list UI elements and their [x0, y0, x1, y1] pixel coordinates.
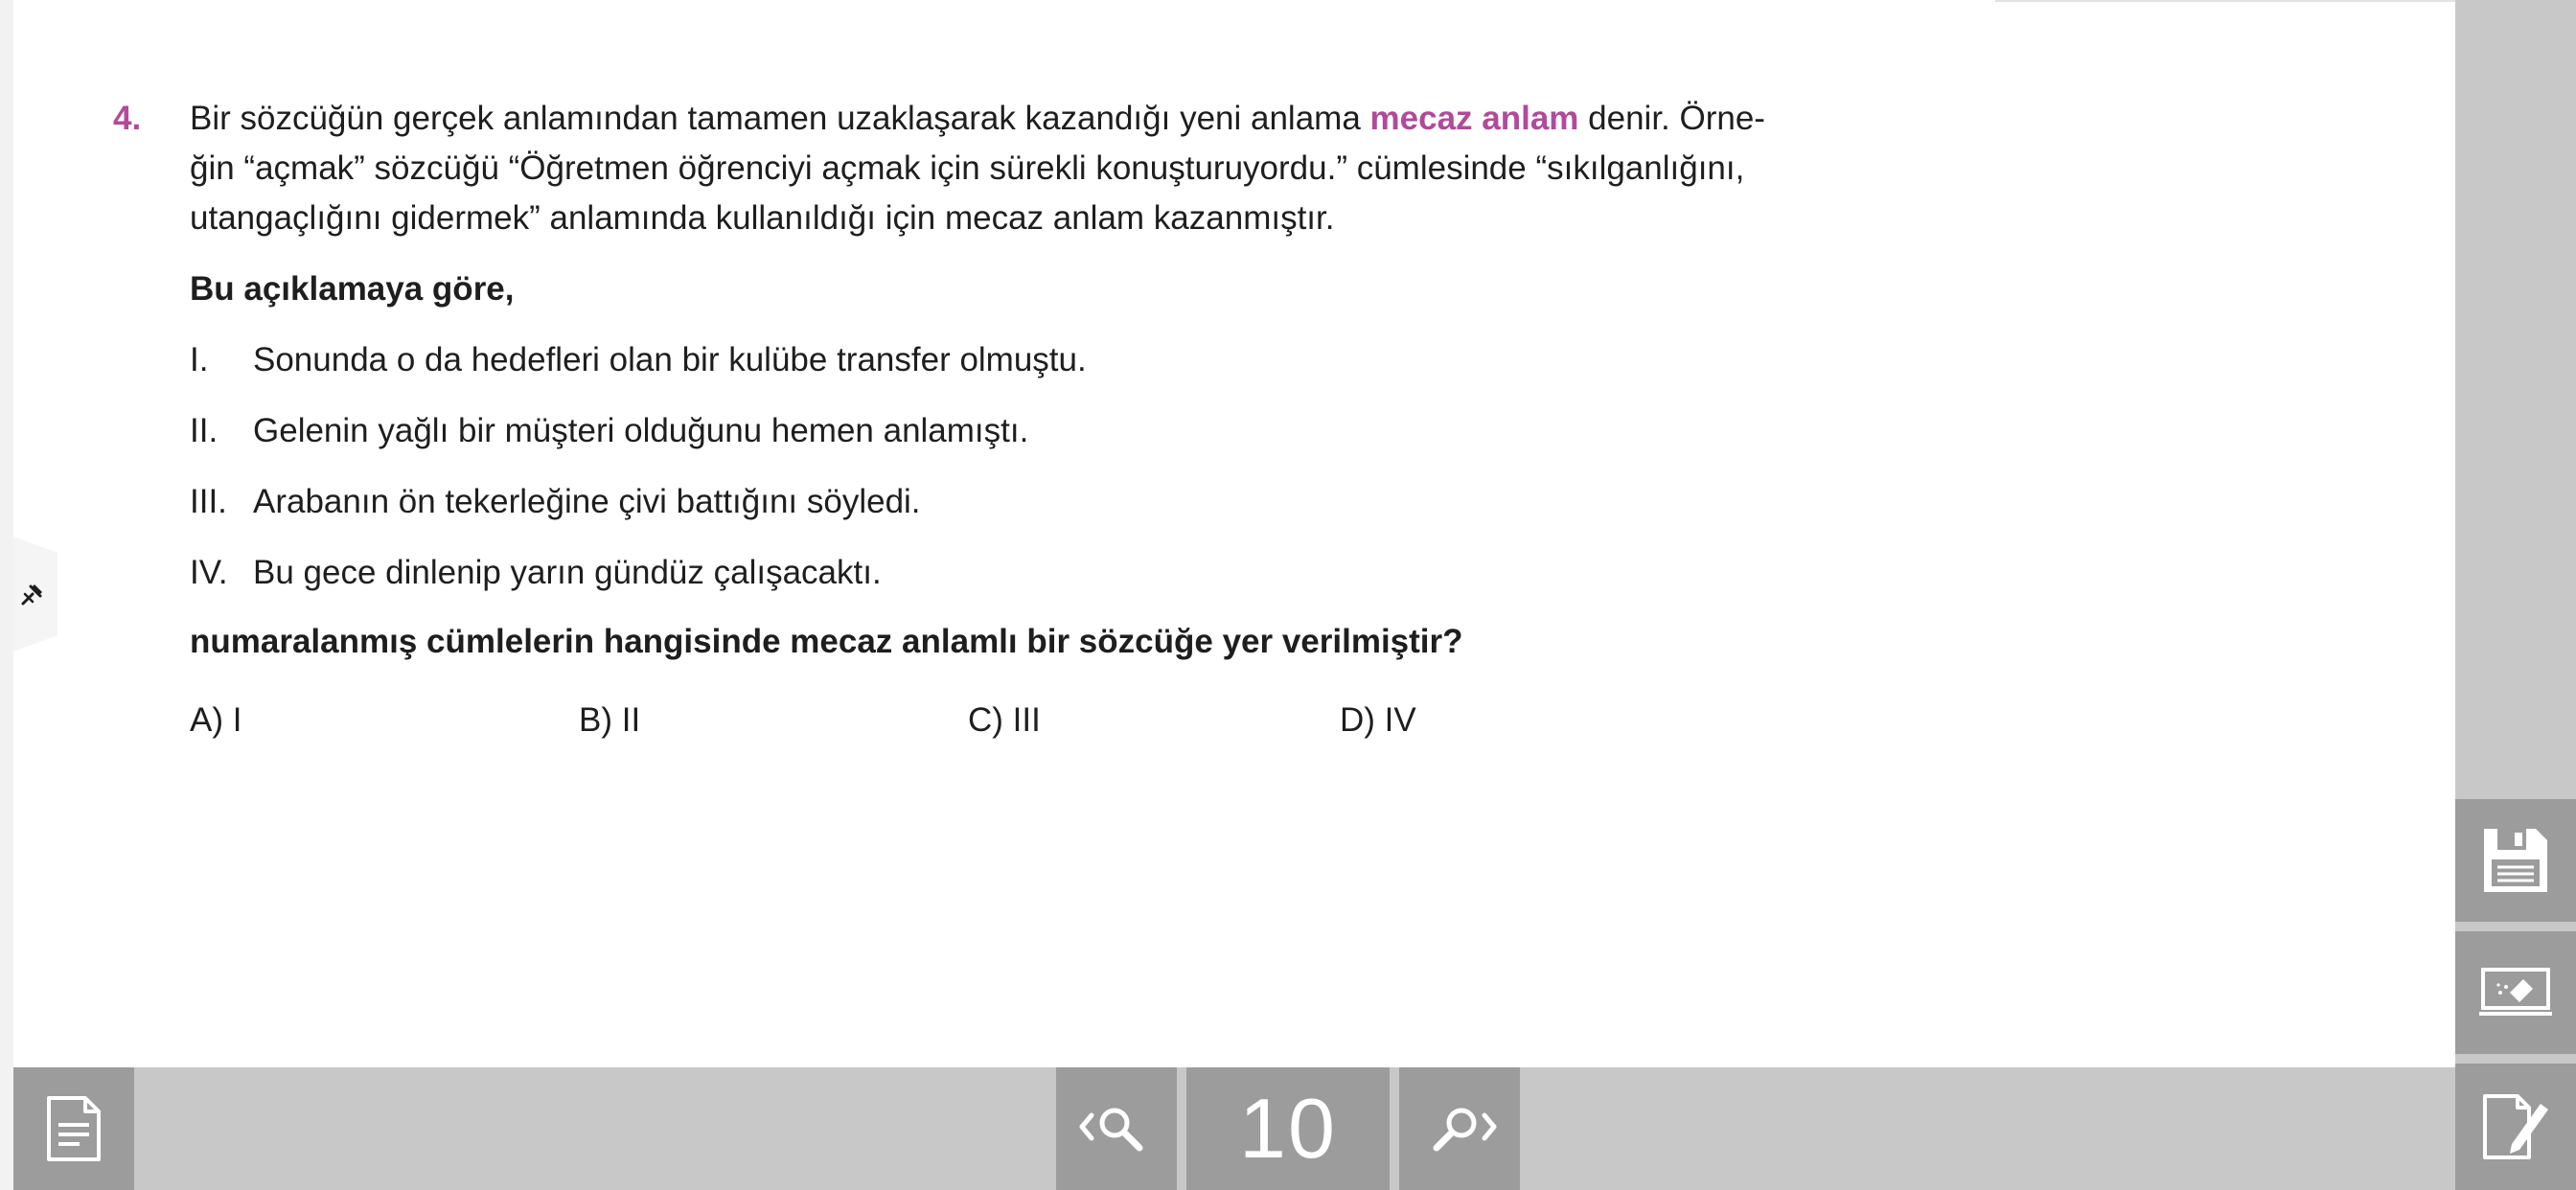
document-icon [45, 1094, 103, 1163]
board-eraser-icon [2477, 964, 2554, 1021]
answer-option-a[interactable]: A) I [190, 701, 242, 739]
statement-text: Sonunda o da hedefleri olan bir kulübe transfer olmuştu. [253, 341, 1087, 378]
search-previous-button[interactable] [1056, 1067, 1177, 1190]
paragraph-line-1-end: denir. Örne- [1578, 100, 1765, 137]
paragraph-line-2: ğin “açmak” sözcüğü “Öğretmen öğrenciyi açmak için sürekli konuşturuyordu.” cümlesinde “sıkılganlığını, [190, 149, 1745, 187]
statement-numeral: III. [190, 483, 227, 520]
question-lead: Bu açıklamaya göre, [190, 270, 515, 308]
clear-board-button[interactable] [2455, 931, 2576, 1054]
highlight-term: mecaz anlam [1369, 100, 1579, 137]
edit-note-icon [2479, 1090, 2552, 1163]
save-button[interactable] [2455, 799, 2576, 922]
statement-item [190, 477, 1876, 527]
paragraph-line-3: utangaçlığını gidermek” anlamında kullanıldığı için mecaz anlam kazanmıştır. [190, 199, 1335, 237]
floppy-disk-icon [2480, 825, 2551, 896]
question-page [13, 0, 2455, 1067]
answer-options [190, 696, 1876, 745]
answer-option-c[interactable]: C) III [968, 701, 1041, 739]
pen-tool-tab[interactable] [13, 537, 58, 652]
statement-item [190, 335, 1876, 385]
statement-text: Gelenin yağlı bir müşteri olduğunu hemen anlamıştı. [253, 412, 1029, 449]
pen-tool-icon [19, 581, 46, 607]
page-number-display: 10 [1186, 1067, 1390, 1190]
statement-numeral: IV. [190, 554, 228, 591]
answer-option-d[interactable]: D) IV [1340, 701, 1416, 739]
statement-item [190, 406, 1876, 456]
statement-numeral: I. [190, 341, 209, 378]
statement-list [190, 335, 1876, 598]
answer-option-b[interactable]: B) II [579, 701, 641, 739]
paragraph-line-1 [190, 94, 1876, 144]
question-number: 4. [113, 100, 142, 137]
question-body [190, 94, 1876, 745]
top-divider [1995, 0, 2469, 2]
statement-numeral: II. [190, 412, 218, 449]
paragraph-line-1-start: Bir sözcüğün gerçek anlamından tamamen uzaklaşarak kazandığı yeni anlama [190, 100, 1370, 137]
document-button[interactable] [13, 1067, 134, 1190]
statement-item [190, 548, 1876, 598]
question-paragraph [190, 94, 1876, 243]
search-next-button[interactable] [1399, 1067, 1520, 1190]
statement-text: Arabanın ön tekerleğine çivi battığını söyledi. [253, 483, 921, 520]
search-previous-icon [1076, 1100, 1157, 1157]
edit-note-button[interactable] [2455, 1064, 2576, 1190]
statement-text: Bu gece dinlenip yarın gündüz çalışacaktı. [253, 554, 882, 591]
search-next-icon [1419, 1100, 1500, 1157]
question-prompt: numaralanmış cümlelerin hangisinde mecaz anlamlı bir sözcüğe yer verilmiştir? [190, 623, 1463, 660]
